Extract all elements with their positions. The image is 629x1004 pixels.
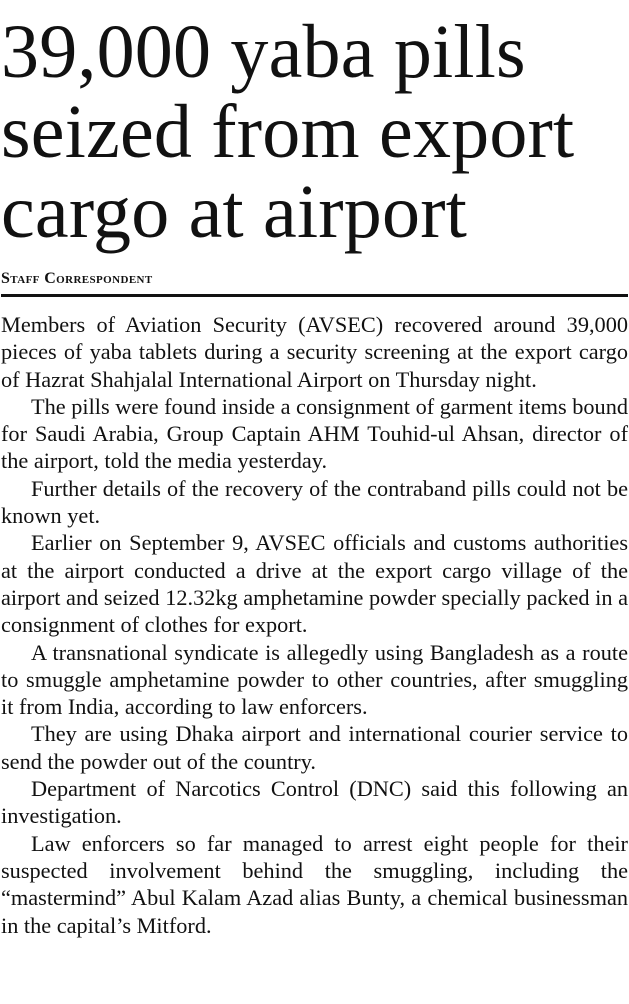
body-paragraph: They are using Dhaka airport and international courier service to send the powder out of the country.: [1, 721, 628, 774]
headline: [1, 0, 628, 252]
body-paragraph: Earlier on September 9, AVSEC officials and customs authorities at the airport conducted a drive at the export cargo village of the airport and seized 12.32kg amphetamine powder specially packed in a consignment of clothes for export.: [1, 530, 628, 638]
headline-line: 39,000 yaba pills: [1, 10, 526, 94]
headline-line: cargo at airport: [1, 170, 468, 254]
body-paragraph: Department of Narcotics Control (DNC) said this following an investigation.: [1, 776, 628, 829]
body-paragraph: Law enforcers so far managed to arrest eight people for their suspected involvement behind the smuggling, including the “mastermind” Abul Kalam Azad alias Bunty, a chemical businessman in the capital’s Mitford.: [1, 830, 628, 938]
article-body: [1, 311, 628, 939]
body-paragraph: Further details of the recovery of the contraband pills could not be known yet.: [1, 475, 628, 529]
headline-line: seized from export: [1, 90, 575, 174]
byline: Staff Correspondent: [1, 270, 153, 287]
body-paragraph: Members of Aviation Security (AVSEC) recovered around 39,000 pieces of yaba tablets during a security screening at the export cargo of Hazrat Shahjalal International Airport on Thursday night.: [1, 312, 628, 392]
body-paragraph: A transnational syndicate is allegedly using Bangladesh as a route to smuggle amphetamine powder to other countries, after smuggling it from India, according to law enforcers.: [1, 639, 628, 720]
divider-rule: [1, 294, 628, 297]
body-paragraph: The pills were found inside a consignment of garment items bound for Saudi Arabia, Group Captain AHM Touhid-ul Ahsan, director of the airport, told the media yesterday.: [1, 393, 628, 474]
